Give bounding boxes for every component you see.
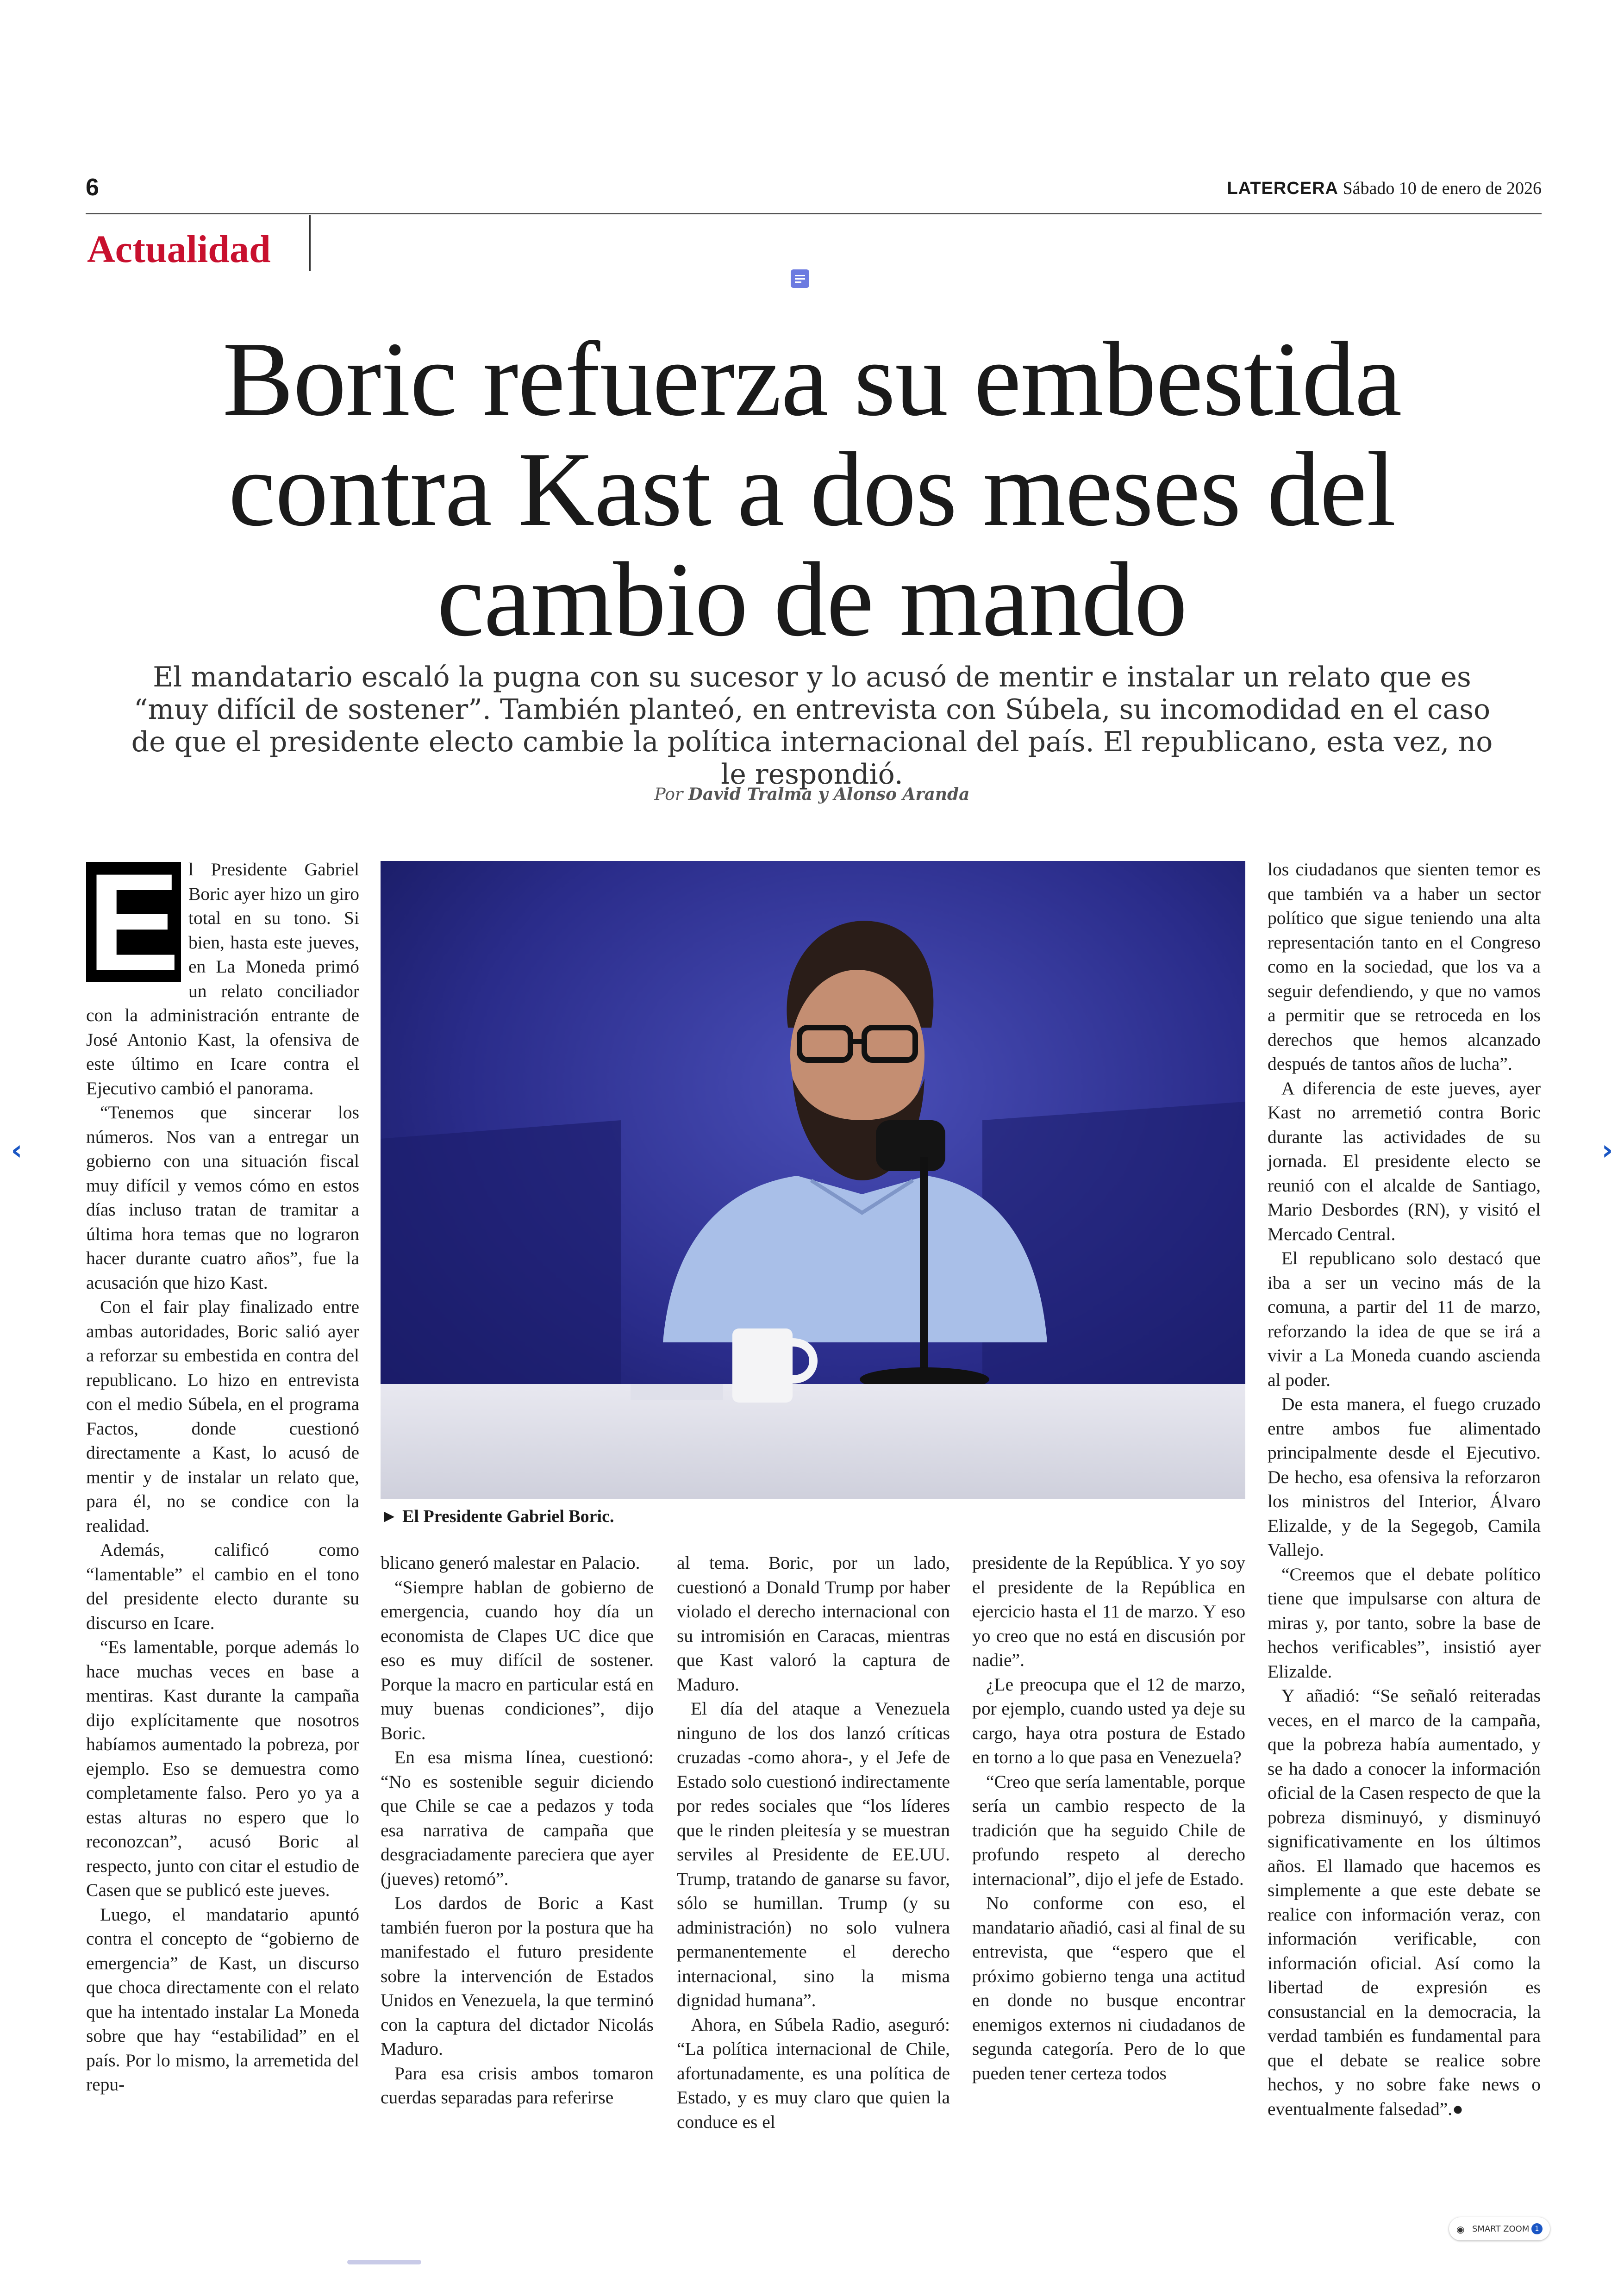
article-column-3	[677, 1551, 950, 2134]
paragraph: l Presidente Gabriel Boric ayer hizo un giro total en su tono. Si bien, hasta este jueves, en La Moneda primó un relato conciliador con la administración entrante de José Antonio Kast, la ofensiva de este último en Icare contra el Ejecutivo cambió el panorama.	[86, 859, 359, 1098]
section-label: Actualidad	[87, 228, 271, 271]
paragraph: presidente de la República. Y yo soy el presidente de la República en ejercicio hasta el 11 de marzo. Y eso yo creo que no está en discusión por nadie”.	[972, 1553, 1245, 1670]
byline-authors: David Tralma y Alonso Aranda	[688, 785, 970, 804]
article-column-4	[972, 1551, 1245, 2085]
note-icon[interactable]	[791, 269, 809, 288]
header-rule	[86, 213, 1542, 214]
headline: Boric refuerza su embestida contra Kast a dos meses del cambio de mando	[222, 320, 1402, 658]
smart-zoom-label: SMART ZOOM	[1472, 2224, 1530, 2234]
deck: El mandatario escaló la pugna con su sucesor y lo acusó de mentir e instalar un relato que es “muy difícil de sostener”. También planteó, en entrevista con Súbela, su incomodidad en el caso de que el presidente electo cambie la política internacional del país. El republicano, esta vez, no le respondió.	[131, 661, 1493, 791]
paragraph: Y añadió: “Se señaló reiteradas veces, en el marco de la campaña, que la pobreza había aumentado, y se ha dado a conocer la información oficial de la Casen respecto de que la pobreza disminuyó, y disminuyó significativamente en los últimos años. El llamado que hacemos es simplemente a que este debate se realice con información veraz, con información verificable, con información oficial. Así como la libertad de expresión es consustancial en la democracia, la verdad también es fundamental para que el debate se realice sobre hechos, y no sobre fake news o eventualmente falsedad”.●	[1268, 1685, 1541, 2119]
paragraph: “Es lamentable, porque además lo hace muchas veces en base a mentiras. Kast durante la campaña dijo explícitamente que nosotros habíamos aumentado la pobreza, por ejemplo. Eso se demuestra como completamente falso. Pero yo ya a estas alturas no espero que lo reconozcan”, acusó Boric al respecto, junto con citar el estudio de Casen que se publicó este jueves.	[86, 1637, 359, 1900]
smart-zoom-button[interactable]	[1449, 2217, 1550, 2240]
paragraph: El republicano solo destacó que iba a ser un vecino más de la comuna, a partir del 11 de marzo, reforzando la idea de que se irá a vivir a La Moneda cuando ascienda al poder.	[1268, 1248, 1541, 1390]
page-number: 6	[86, 174, 99, 201]
paragraph: “Tenemos que sincerar los números. Nos van a entregar un gobierno con una situación fiscal muy difícil y vemos cómo en estos días incluso tratan de tramitar a última hora temas que no lograron hacer durante cuatro años”, fue la acusación que hizo Kast.	[86, 1102, 359, 1293]
next-page-chevron-icon[interactable]: ›	[1601, 1134, 1613, 1166]
byline-prefix: Por	[654, 785, 683, 804]
smart-zoom-badge: 1	[1531, 2223, 1543, 2234]
paragraph: No conforme con eso, el mandatario añadió, casi al final de su entrevista, que “espero que el próximo gobierno tenga una actitud en donde no busque encontrar enemigos externos ni ciudadanos de segunda categoría. Pero de lo que pueden tener certeza todos	[972, 1893, 1245, 2083]
masthead-brand: LATERCERA	[1227, 179, 1338, 198]
article-column-5	[1268, 857, 1541, 2121]
paragraph: Además, calificó como “lamentable” el cambio en el tono del presidente electo durante su discurso en Icare.	[86, 1540, 359, 1633]
prev-page-chevron-icon[interactable]: ‹	[11, 1134, 23, 1166]
paragraph: De esta manera, el fuego cruzado entre ambos fue alimentado principalmente desde el Ejecutivo. De hecho, esa ofensiva la reforzaron los ministros del Interior, Álvaro Elizalde, y de la Segegob, Camila Vallejo.	[1268, 1394, 1541, 1560]
photo-caption: ► El Presidente Gabriel Boric.	[381, 1507, 614, 1526]
paragraph: blicano generó malestar en Palacio.	[381, 1553, 640, 1573]
page-scroll-indicator[interactable]	[347, 2260, 421, 2264]
paragraph: “Creo que sería lamentable, porque sería un cambio respecto de la tradición que ha seguido Chile de profundo respeto al derecho internacional”, dijo el jefe de Estado.	[972, 1771, 1245, 1889]
paragraph: Para esa crisis ambos tomaron cuerdas separadas para referirse	[381, 2063, 654, 2108]
section-divider	[309, 215, 311, 271]
boric-photo	[381, 861, 1245, 1499]
paragraph: En esa misma línea, cuestionó: “No es sostenible seguir diciendo que Chile se cae a pedazos y toda esa narrativa de campaña que desgraciadamente pareciera que ayer (jueves) retomó”.	[381, 1747, 654, 1889]
paragraph: “Creemos que el debate político tiene que impulsarse con altura de miras y, por tanto, sobre la base de hechos verificables”, insistió ayer Elizalde.	[1268, 1564, 1541, 1682]
eye-icon: ◉	[1456, 2224, 1465, 2235]
byline	[0, 785, 1624, 804]
paragraph: A diferencia de este jueves, ayer Kast no arremetió contra Boric durante las actividades de su jornada. El presidente electo se reunió con el alcalde de Santiago, Mario Desbordes (RN), y visitó el Mercado Central.	[1268, 1078, 1541, 1244]
paragraph: “Siempre hablan de gobierno de emergencia, cuando hoy día un economista de Clapes UC dice que eso es muy difícil de sostener. Porque la macro en particular está en muy buenas condiciones”, dijo Boric.	[381, 1577, 654, 1743]
article-column-2	[381, 1551, 654, 2110]
paragraph: Los dardos de Boric a Kast también fueron por la postura que ha manifestado el futuro presidente sobre la intervención de Estados Unidos en Venezuela, la que terminó con la captura del dictador Nicolás Maduro.	[381, 1893, 654, 2059]
paragraph: los ciudadanos que sienten temor es que también va a haber un sector político que sigue teniendo una alta representación tanto en el Congreso como en la sociedad, que los va a seguir defendiendo, y que no vamos a permitir que se retroceda en los derechos que hemos alcanzado después de tantos años de lucha”.	[1268, 859, 1541, 1074]
paragraph: al tema. Boric, por un lado, cuestionó a Donald Trump por haber violado el derecho internacional con su intromisión en Caracas, mientras que Kast valoró la captura de Maduro.	[677, 1553, 950, 1695]
paragraph: El día del ataque a Venezuela ninguno de los dos lanzó críticas cruzadas -como ahora-, y el Jefe de Estado solo cuestionó indirectamente por redes sociales que “los líderes que le rinden pleitesía y se muestran serviles al Presidente de EE.UU. Trump, tratando de ganarse su favor, sólo se humillan. Trump (y su administración) no solo vulnera permanentemente el derecho internacional, sino la misma dignidad humana”.	[677, 1698, 950, 2010]
paragraph: ¿Le preocupa que el 12 de marzo, por ejemplo, cuando usted ya deje su cargo, haya otra postura de Estado en torno a lo que pasa en Venezuela?	[972, 1674, 1245, 1767]
paragraph: Con el fair play finalizado entre ambas autoridades, Boric salió ayer a reforzar su embestida en contra del republicano. Lo hizo en entrevista con el medio Súbela, en el programa Factos, donde cuestionó directamente a Kast, lo acusó de mentir y de instalar un relato que, para él, no se condice con la realidad.	[86, 1297, 359, 1536]
article-column-1	[86, 844, 359, 2097]
drop-cap: E	[86, 862, 181, 982]
paragraph: Luego, el mandatario apuntó contra el concepto de “gobierno de emergencia” de Kast, un discurso que choca directamente con el relato que ha intentado instalar La Moneda sobre que hay “estabilidad” en el país. Por lo mismo, la arremetida del repu-	[86, 1904, 359, 2095]
masthead-date: Sábado 10 de enero de 2026	[1343, 179, 1542, 198]
paragraph: Ahora, en Súbela Radio, aseguró: “La política internacional de Chile, afortunadamente, es una política de Estado, y es muy claro que quien la conduce es el	[677, 2014, 950, 2132]
masthead	[1227, 178, 1542, 199]
